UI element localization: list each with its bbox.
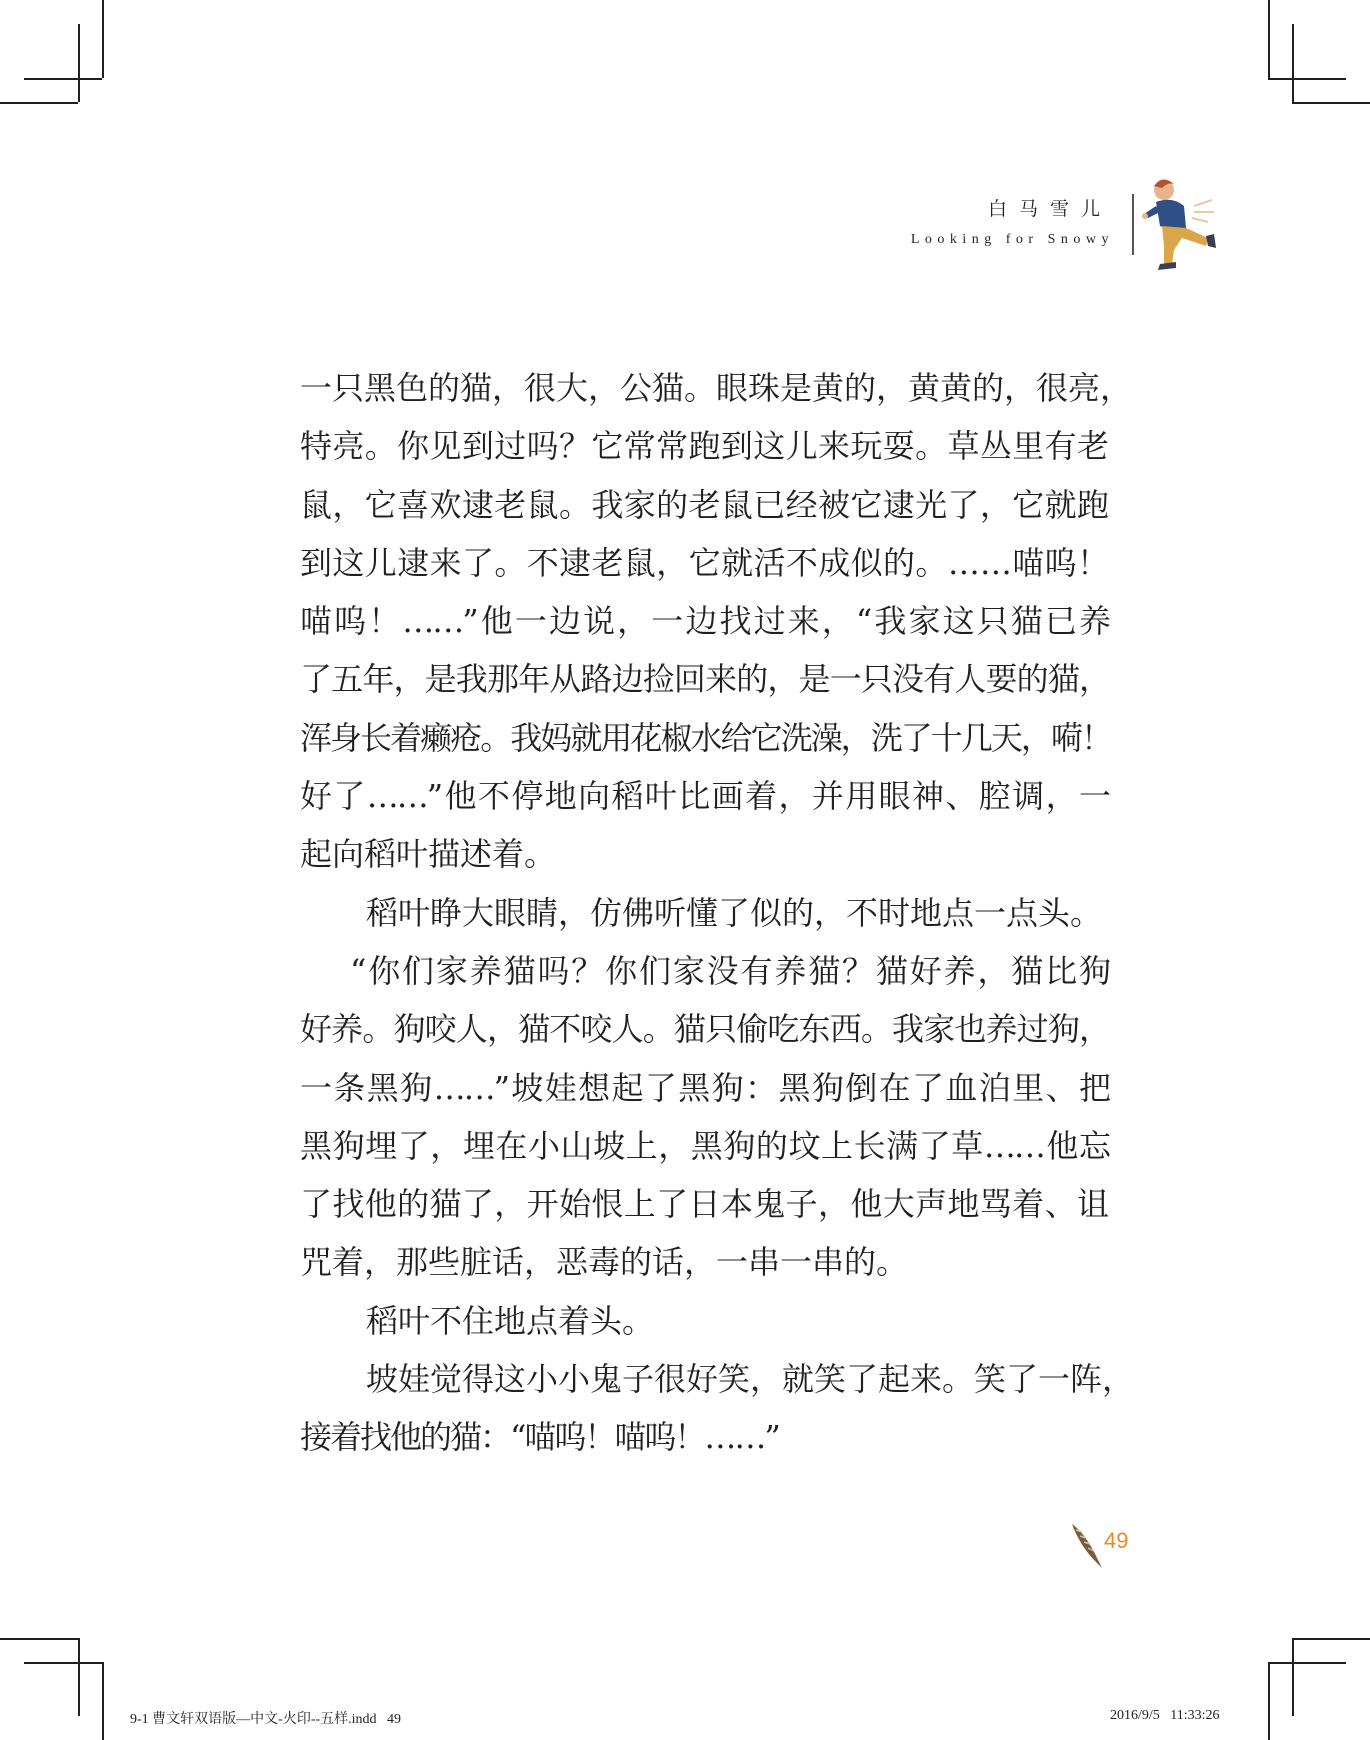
text-line: 好养。狗咬人，猫不咬人。猫只偷吃东西。我家也养过狗， [300, 1010, 1109, 1049]
feather-icon [1068, 1520, 1108, 1570]
text-line: 黑狗埋了，埋在小山坡上，黑狗的坟上长满了草……他忘 [300, 1126, 1109, 1165]
running-header-chinese-title: 白马雪儿 [987, 198, 1112, 220]
text-line: 了找他的猫了，开始恨上了日本鬼子，他大声地骂着、诅 [300, 1185, 1109, 1224]
slug-timestamp: 2016/9/5 11:33:26 [1110, 1708, 1220, 1723]
text-line: 好了……”他不停地向稻叶比画着，并用眼神、腔调，一 [300, 777, 1109, 816]
body-text [300, 359, 1135, 1467]
text-line: 接着找他的猫：“喵呜！喵呜！……” [300, 1418, 779, 1457]
text-line: 坡娃觉得这小小鬼子很好笑，就笑了起来。笑了一阵， [366, 1360, 1135, 1399]
text-line: 咒着，那些脏话，恶毒的话，一串一串的。 [300, 1243, 909, 1282]
text-line: 鼠，它喜欢逮老鼠。我家的老鼠已经被它逮光了，它就跑 [300, 485, 1109, 524]
slug-file-name: 9-1 曹文轩双语版—中文-火印--五样.indd 49 [130, 1712, 402, 1727]
text-line: 稻叶不住地点着头。 [366, 1301, 655, 1340]
header-divider [1132, 194, 1134, 255]
text-line: 到这儿逮来了。不逮老鼠，它就活不成似的。……喵呜！ [300, 543, 1109, 582]
text-line: 一只黑色的猫，很大，公猫。眼珠是黄的，黄黄的，很亮， [300, 369, 1133, 407]
text-line: “你们家养猫吗？你们家没有养猫？猫好养，猫比狗 [350, 951, 1109, 990]
text-line: 一条黑狗……”坡娃想起了黑狗：黑狗倒在了血泊里、把 [300, 1068, 1109, 1107]
text-line: 了五年，是我那年从路边捡回来的，是一只没有人要的猫， [300, 660, 1109, 699]
running-header-english-title: Looking for Snowy [910, 232, 1114, 247]
text-line: 喵呜！……”他一边说，一边找过来，“我家这只猫已养 [300, 602, 1109, 641]
text-line: 特亮。你见到过吗？它常常跑到这儿来玩耍。草丛里有老 [300, 427, 1109, 466]
text-line: 起向稻叶描述着。 [300, 835, 557, 874]
text-line: 浑身长着癞疮。我妈就用花椒水给它洗澡，洗了十几天，嗬！ [300, 718, 1109, 757]
running-boy-illustration [1142, 176, 1224, 274]
text-line: 稻叶睁大眼睛，仿佛听懂了似的，不时地点一点头。 [366, 893, 1103, 932]
page-number: 49 [1104, 1528, 1129, 1553]
